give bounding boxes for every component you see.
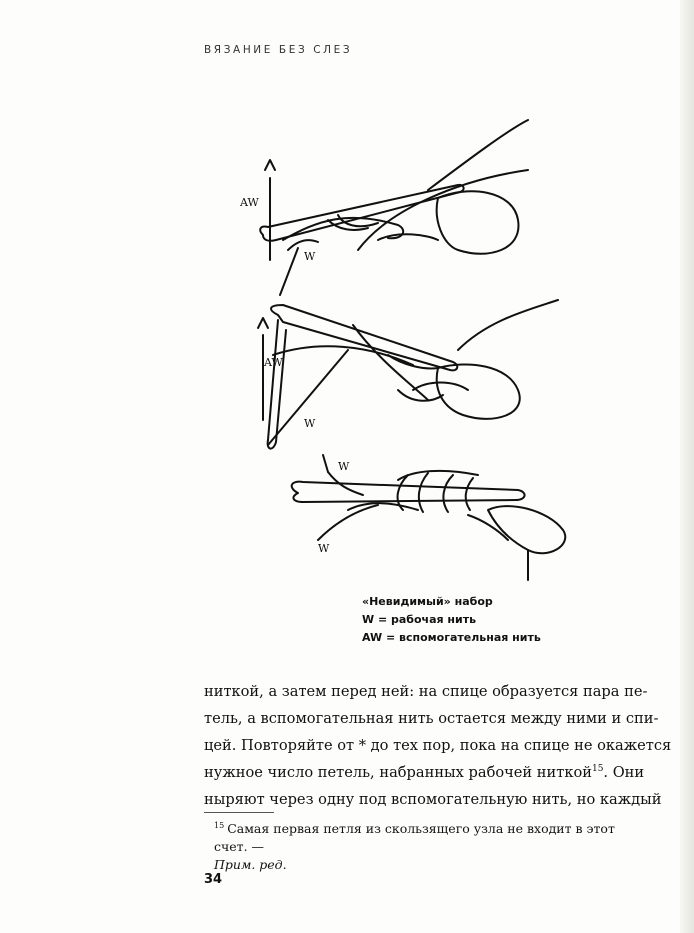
- knitting-diagram: [228, 90, 628, 590]
- footnote-divider: [204, 812, 274, 813]
- label-w-3a: W: [338, 460, 350, 473]
- running-head: ВЯЗАНИЕ БЕЗ СЛЕЗ: [204, 44, 353, 56]
- label-w-2: W: [304, 417, 316, 430]
- caption-aw: AW = вспомогательная нить: [362, 631, 541, 644]
- label-aw-1: AW: [240, 196, 259, 209]
- body-text: [204, 678, 672, 813]
- footnote-ref[interactable]: 15: [591, 764, 604, 775]
- body-line: ниткой, а затем перед ней: на спице образуется пара пе-: [204, 683, 648, 700]
- body-line-tail: . Они: [603, 764, 645, 781]
- label-aw-2: AW: [264, 356, 283, 369]
- body-line-with-footnote: [204, 759, 644, 786]
- panel-1: [260, 120, 528, 295]
- figure-caption: [362, 593, 541, 647]
- caption-title: «Невидимый» набор: [362, 595, 493, 608]
- body-line: ныряют через одну под вспомогательную нить, но каждый: [204, 791, 662, 808]
- body-line: цей. Повторяйте от * до тех пор, пока на спице не окажется: [204, 737, 672, 754]
- body-line: тель, а вспомогательная нить остается между ними и спи-: [204, 710, 659, 727]
- footnote: [214, 820, 644, 874]
- cast-on-illustration: [228, 90, 628, 590]
- caption-w: W = рабочая нить: [362, 613, 477, 626]
- page-number: 34: [204, 872, 223, 887]
- footnote-text: Самая первая петля из скользящего узла не входит в этот счет. —: [214, 821, 615, 854]
- footnote-attribution: Прим. ред.: [214, 857, 287, 872]
- body-line-text: нужное число петель, набранных рабочей ниткой: [204, 764, 592, 781]
- label-w-1: W: [304, 250, 316, 263]
- panel-3: [292, 455, 566, 580]
- label-w-3b: W: [318, 542, 330, 555]
- panel-2: [258, 300, 558, 449]
- footnote-number: 15: [214, 820, 225, 830]
- page-edge: [680, 0, 694, 933]
